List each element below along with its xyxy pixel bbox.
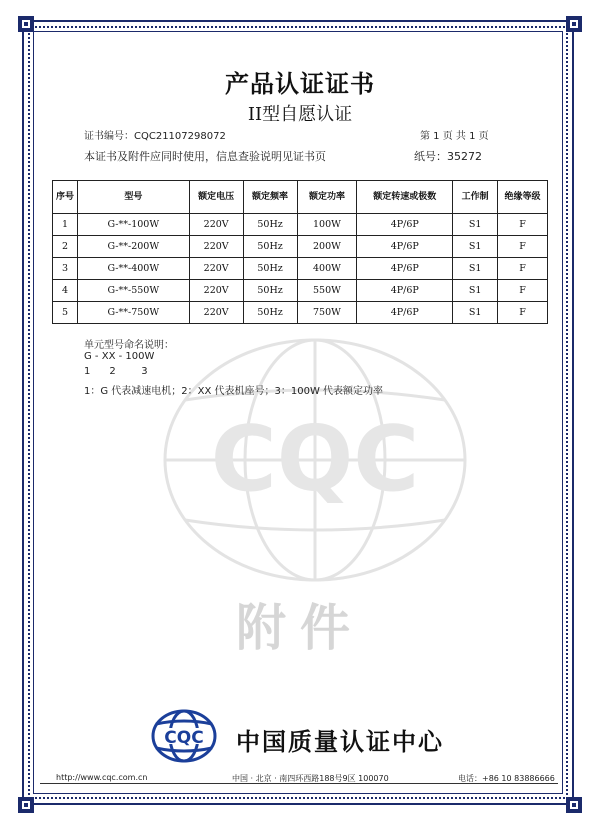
table-cell: 4P/6P <box>357 214 453 236</box>
watermark-logo-text: CQC <box>210 407 420 512</box>
table-cell: G-**-200W <box>77 236 189 258</box>
table-cell: 4P/6P <box>357 302 453 324</box>
footer-address: 中国 · 北京 · 南四环西路188号9区 100070 <box>232 774 389 783</box>
table-cell: 220V <box>189 214 243 236</box>
table-header-row <box>53 181 548 214</box>
table-cell: 4P/6P <box>357 258 453 280</box>
col-header-voltage: 额定电压 <box>189 181 243 214</box>
table-cell: 1 <box>53 214 78 236</box>
table-cell: 220V <box>189 302 243 324</box>
table-row <box>53 302 548 324</box>
table-cell: S1 <box>453 214 498 236</box>
col-header-insulation: 绝缘等级 <box>498 181 548 214</box>
product-spec-table <box>52 180 548 324</box>
col-header-model: 型号 <box>77 181 189 214</box>
table-cell: S1 <box>453 236 498 258</box>
naming-markers: 1 2 3 <box>84 366 148 377</box>
naming-example: G - XX - 100W <box>84 351 155 362</box>
naming-notes-heading: 单元型号命名说明： <box>84 340 174 351</box>
corner-ornament-bottom-right <box>566 797 582 813</box>
table-cell: 200W <box>297 236 357 258</box>
corner-ornament-top-right <box>566 16 582 32</box>
table-cell: 3 <box>53 258 78 280</box>
table-cell: 550W <box>297 280 357 302</box>
table-cell: F <box>498 302 548 324</box>
paper-number-row <box>414 148 482 164</box>
table-cell: S1 <box>453 302 498 324</box>
naming-explanation: 1：G 代表减速电机；2：XX 代表机座号；3：100W 代表额定功率 <box>84 386 384 397</box>
footer-phone: 电话：+86 10 83886666 <box>458 774 555 783</box>
table-cell: 5 <box>53 302 78 324</box>
table-cell: G-**-550W <box>77 280 189 302</box>
table-row <box>53 214 548 236</box>
table-cell: 2 <box>53 236 78 258</box>
usage-note: 本证书及附件应同时使用，信息查验说明见证书页 <box>84 150 326 163</box>
table-cell: F <box>498 258 548 280</box>
table-cell: G-**-100W <box>77 214 189 236</box>
cqc-logo <box>150 708 218 764</box>
table-row <box>53 280 548 302</box>
table-cell: S1 <box>453 258 498 280</box>
table-cell: 50Hz <box>243 258 297 280</box>
table-cell: 400W <box>297 258 357 280</box>
table-cell: 220V <box>189 280 243 302</box>
page-info: 第 1 页 共 1 页 <box>420 131 489 142</box>
col-header-power: 额定功率 <box>297 181 357 214</box>
col-header-frequency: 额定频率 <box>243 181 297 214</box>
paper-number-label: 纸号： <box>414 150 447 163</box>
table-cell: 4P/6P <box>357 280 453 302</box>
corner-ornament-bottom-left <box>18 797 34 813</box>
footer-website: http://www.cqc.com.cn <box>56 773 148 782</box>
table-cell: 4P/6P <box>357 236 453 258</box>
table-cell: G-**-750W <box>77 302 189 324</box>
corner-ornament-top-left <box>18 16 34 32</box>
paper-number: 35272 <box>447 150 482 163</box>
table-cell: 50Hz <box>243 214 297 236</box>
table-cell: 220V <box>189 236 243 258</box>
table-cell: 100W <box>297 214 357 236</box>
col-header-duty: 工作制 <box>453 181 498 214</box>
table-row <box>53 236 548 258</box>
table-cell: 4 <box>53 280 78 302</box>
cqc-watermark-globe <box>150 330 480 590</box>
certificate-number-label: 证书编号： <box>84 131 134 142</box>
table-cell: 50Hz <box>243 280 297 302</box>
col-header-index: 序号 <box>53 181 78 214</box>
table-cell: S1 <box>453 280 498 302</box>
col-header-speed-poles: 额定转速或极数 <box>357 181 453 214</box>
logo-text: CQC <box>164 728 204 748</box>
page-subtitle: II型自愿认证 <box>247 104 353 125</box>
table-cell: 750W <box>297 302 357 324</box>
attachment-stamp: 附件 <box>236 598 364 657</box>
table-cell: G-**-400W <box>77 258 189 280</box>
table-cell: 220V <box>189 258 243 280</box>
certificate-number: CQC21107298072 <box>134 131 226 142</box>
table-cell: 50Hz <box>243 302 297 324</box>
organization-name: 中国质量认证中心 <box>236 728 444 756</box>
table-cell: F <box>498 236 548 258</box>
table-cell: F <box>498 280 548 302</box>
table-row <box>53 258 548 280</box>
table-cell: 50Hz <box>243 236 297 258</box>
footer-divider <box>40 783 558 784</box>
table-cell: F <box>498 214 548 236</box>
page-title: 产品认证证书 <box>225 69 375 98</box>
certificate-number-row <box>84 127 226 142</box>
